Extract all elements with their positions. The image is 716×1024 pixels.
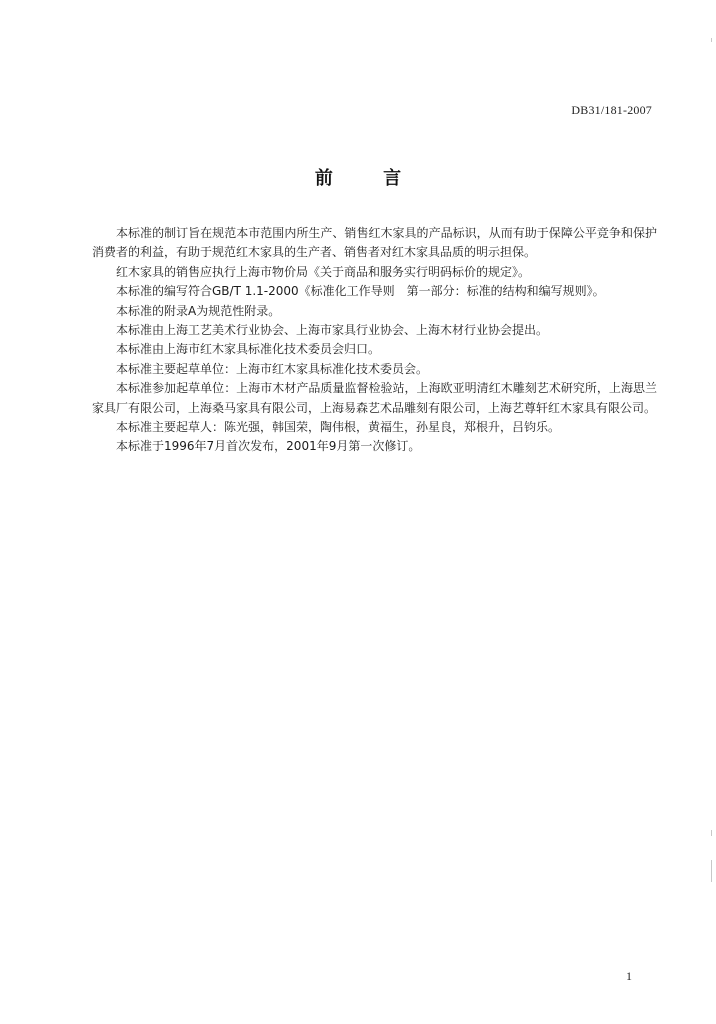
scan-edge-mark	[711, 38, 712, 42]
page-number: 1	[626, 969, 632, 983]
paragraph-appendix: 本标准的附录A为规范性附录。	[116, 303, 281, 318]
paragraph-main-authors: 本标准主要起草人：陈光强，韩国荣，陶伟根，黄福生，孙星良，郑根升，吕钧乐。	[116, 420, 561, 435]
scan-edge-mark	[711, 860, 712, 882]
document-code: DB31/181-2007	[571, 103, 652, 117]
paragraph-main-drafter: 本标准主要起草单位：上海市红木家具标准化技术委员会。	[116, 361, 429, 376]
paragraph-drafting-rules: 本标准的编写符合GB/T 1.1-2000《标准化工作导则 第一部分：标准的结构和编写规则》。	[116, 284, 605, 299]
paragraph-purpose: 本标准的制订旨在规范本市范围内所生产、销售红木家具的产品标识，从而有助于保障公平竞争和保护消费者的利益，有助于规范红木家具的生产者、销售者对红木家具品质的明示担保。	[92, 226, 657, 260]
foreword-body	[92, 224, 657, 457]
paragraph-proposed-by: 本标准由上海工艺美术行业协会、上海市家具行业协会、上海木材行业协会提出。	[116, 323, 549, 338]
paragraph-pricing: 红木家具的销售应执行上海市物价局《关于商品和服务实行明码标价的规定》。	[116, 264, 531, 279]
paragraph-participating-drafters: 本标准参加起草单位：上海市木材产品质量监督检验站，上海欧亚明清红木雕刻艺术研究所，上海思兰家具厂有限公司，上海桑马家具有限公司，上海易森艺术品雕刻有限公司，上海艺尊轩红木家具有限公司。	[92, 381, 657, 415]
section-heading: 前 言	[314, 168, 424, 189]
paragraph-centralized-by: 本标准由上海市红木家具标准化技术委员会归口。	[116, 342, 381, 357]
paragraph-release-history: 本标准于1996年7月首次发布，2001年9月第一次修订。	[116, 439, 421, 454]
scan-edge-mark	[711, 830, 712, 836]
